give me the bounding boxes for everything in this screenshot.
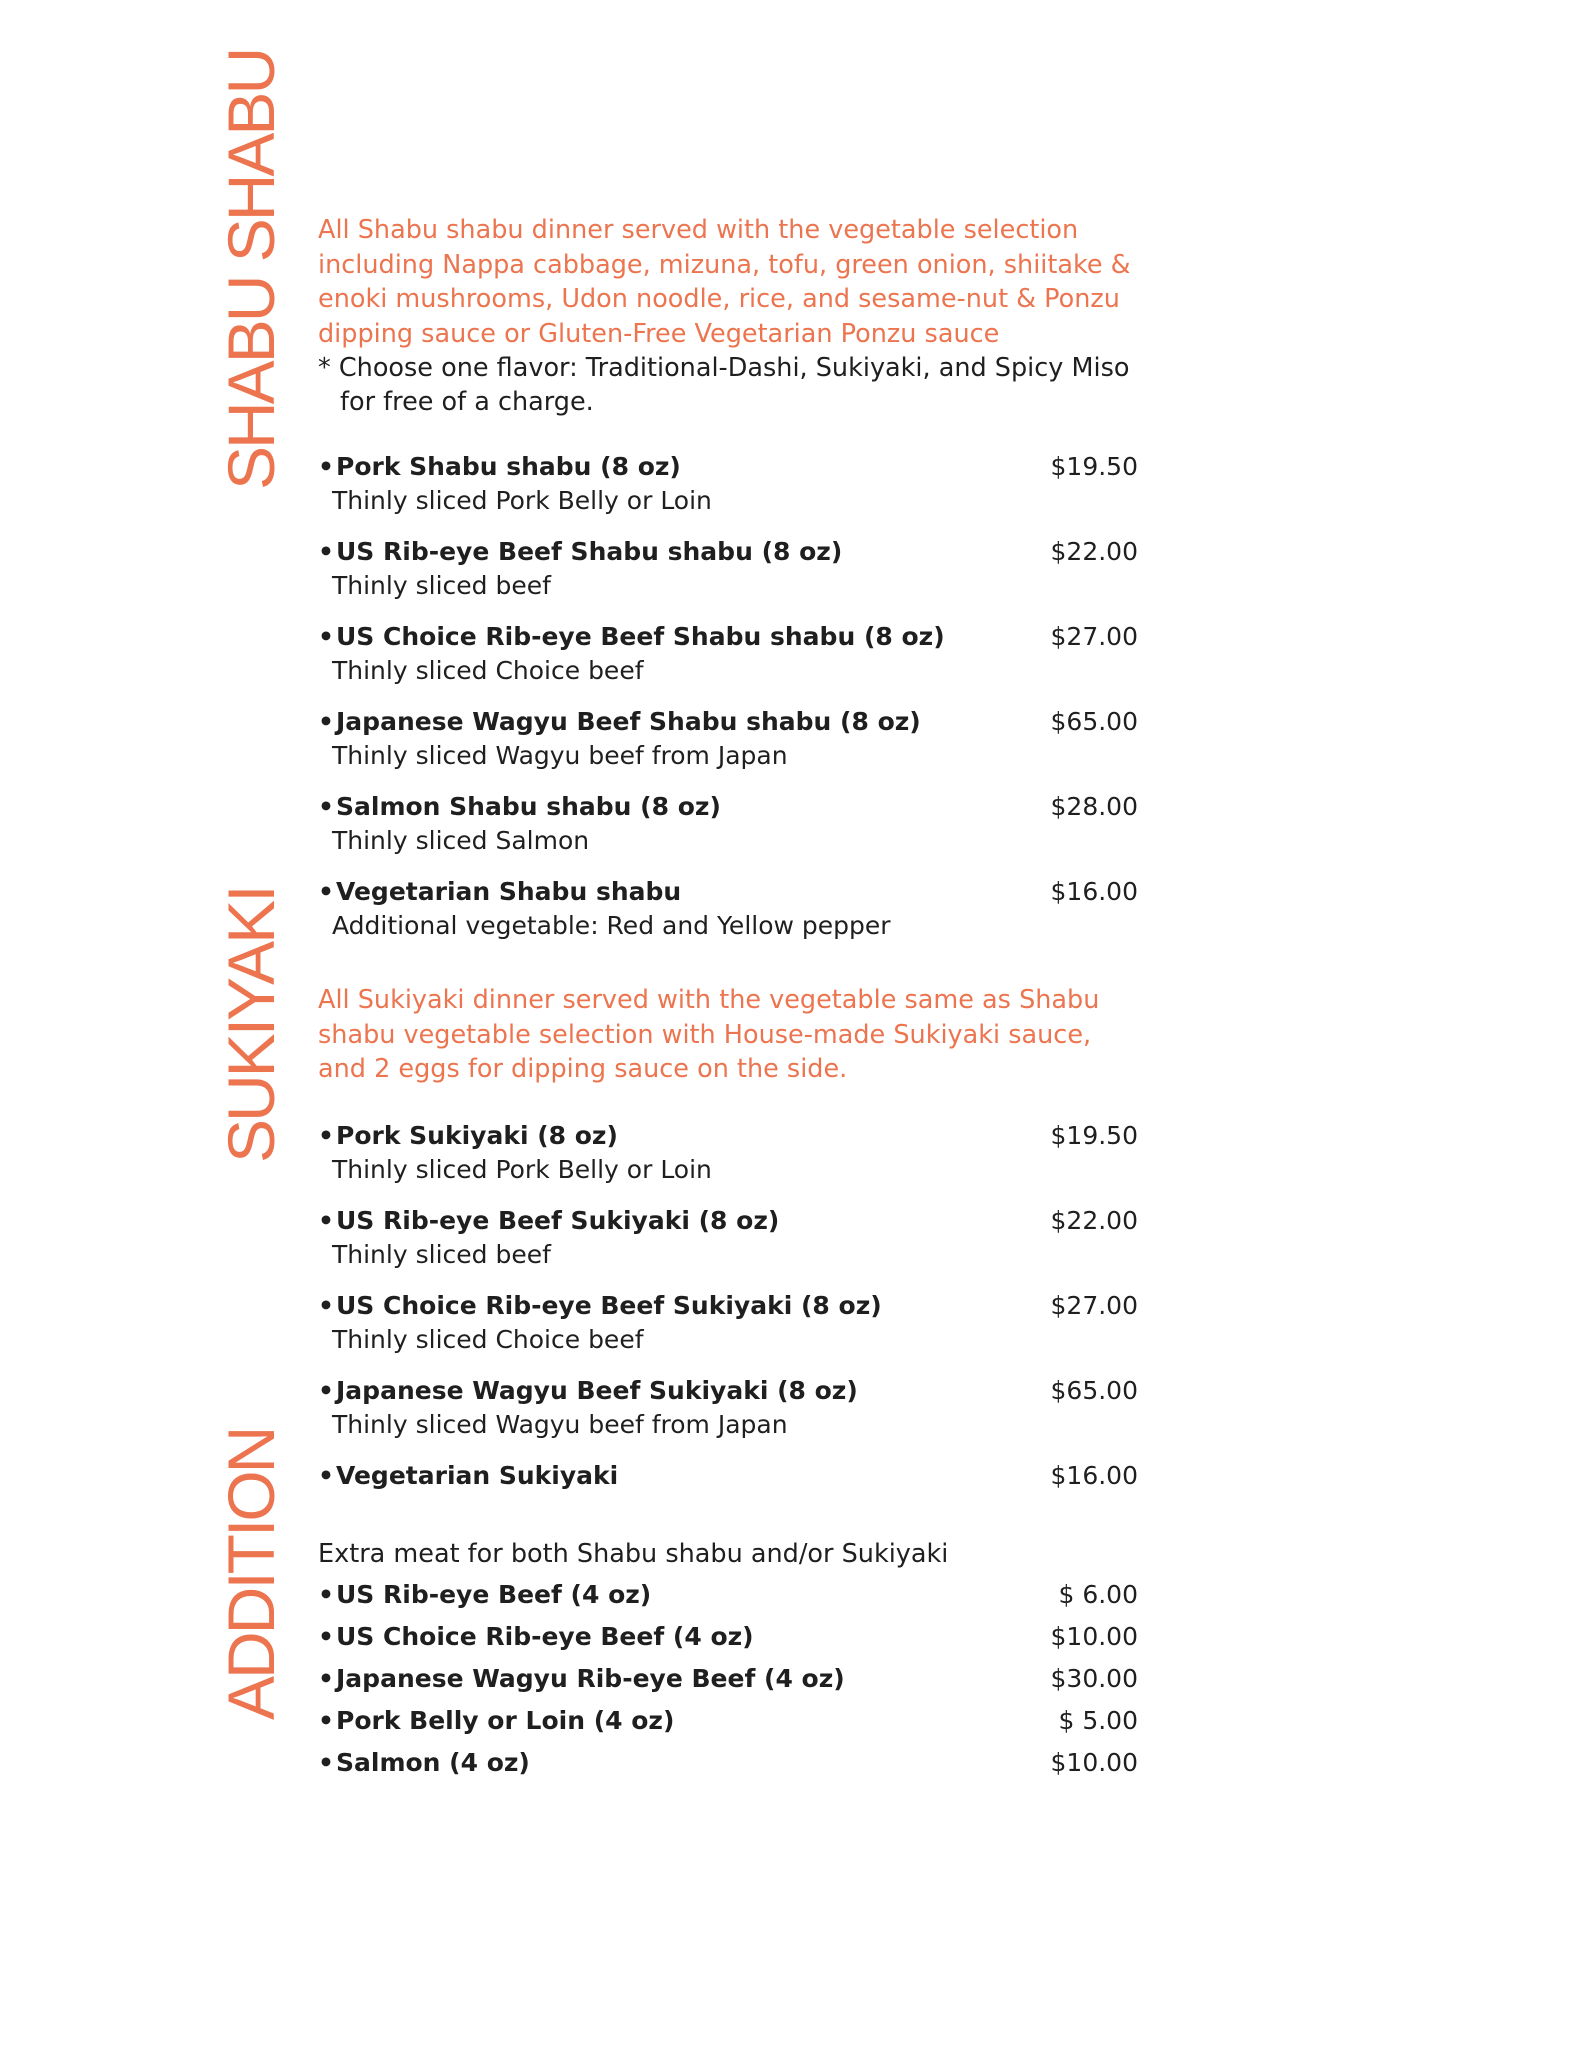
menu-item [318,1662,1138,1696]
item-name: Salmon Shabu shabu (8 oz) [336,792,721,821]
bullet: • [318,1290,334,1320]
item-name: US Rib-eye Beef (4 oz) [336,1580,652,1609]
item-price: $65.00 [1050,1375,1138,1405]
addition-intro: Extra meat for both Shabu shabu and/or Sukiyaki [318,1539,949,1569]
menu-item [318,1578,1138,1612]
item-name: Japanese Wagyu Beef Shabu shabu (8 oz) [336,707,921,736]
item-price: $19.50 [1050,1120,1138,1150]
bullet: • [318,1706,334,1735]
menu-item [318,875,1138,943]
bullet: • [318,1375,334,1405]
menu-item [318,535,1138,603]
section-label-sukiyaki: SUKIYAKI [214,887,288,1163]
item-description: Thinly sliced Wagyu beef from Japan [332,741,788,770]
item-name: US Choice Rib-eye Beef Shabu shabu (8 oz) [336,622,945,651]
menu-item [318,790,1138,858]
bullet: • [318,452,334,481]
menu-item [318,1746,1138,1780]
menu-item [318,1374,1138,1442]
item-name: US Rib-eye Beef Shabu shabu (8 oz) [336,537,843,566]
bullet: • [318,622,334,651]
item-price: $ 5.00 [1058,1706,1138,1735]
bullet: • [318,1205,334,1235]
item-price: $10.00 [1050,1748,1138,1777]
item-price: $22.00 [1050,537,1138,566]
item-name: Pork Shabu shabu (8 oz) [336,452,681,481]
item-price: $ 6.00 [1058,1580,1138,1609]
section-label-addition: ADDITION [214,1428,288,1720]
item-price: $22.00 [1050,1205,1138,1235]
shabu-flavor-note: * Choose one flavor: Traditional-Dashi, Sukiyaki, and Spicy Miso for free of a charge. [318,353,1130,417]
bullet: • [318,1120,334,1150]
item-name: Salmon (4 oz) [336,1748,530,1777]
menu-item [318,1289,1138,1357]
sukiyaki-menu-list [318,1119,1138,1493]
bullet: • [318,1460,334,1490]
item-name: Japanese Wagyu Rib-eye Beef (4 oz) [336,1664,845,1693]
item-name: Japanese Wagyu Beef Sukiyaki (8 oz) [336,1375,858,1405]
menu-item [318,705,1138,773]
shabu-menu-list [318,450,1138,943]
item-description: Thinly sliced Choice beef [332,1324,644,1354]
bullet: • [318,537,334,566]
item-description: Additional vegetable: Red and Yellow pepper [332,911,891,940]
item-name: US Choice Rib-eye Beef Sukiyaki (8 oz) [336,1290,882,1320]
bullet: • [318,792,334,821]
item-price: $65.00 [1050,707,1138,736]
item-name: US Rib-eye Beef Sukiyaki (8 oz) [336,1205,780,1235]
bullet: • [318,1622,334,1651]
bullet: • [318,1748,334,1777]
item-price: $27.00 [1050,1290,1138,1320]
item-price: $16.00 [1050,1460,1138,1490]
item-price: $16.00 [1050,877,1138,906]
item-description: Thinly sliced beef [332,571,551,600]
item-description: Thinly sliced Pork Belly or Loin [332,486,712,515]
item-name: Vegetarian Shabu shabu [336,877,682,906]
item-price: $30.00 [1050,1664,1138,1693]
item-price: $19.50 [1050,452,1138,481]
shabu-intro: All Shabu shabu dinner served with the vegetable selection including Nappa cabbage, mizuna, tofu, green onion, shiitake & enoki mushrooms, Udon noodle, rice, and sesame-nut & Ponzu dipping sauce or Gluten-Free Vegetarian Ponzu sauce [318,215,1131,349]
item-description: Thinly sliced Pork Belly or Loin [332,1154,712,1184]
item-description: Thinly sliced Wagyu beef from Japan [332,1409,788,1439]
menu-item [318,450,1138,518]
item-description: Thinly sliced Choice beef [332,656,644,685]
addition-menu-list [318,1578,1138,1780]
item-description: Thinly sliced beef [332,1239,551,1269]
item-price: $28.00 [1050,792,1138,821]
menu-item [318,1704,1138,1738]
addition-content [318,1537,1138,1788]
menu-item [318,1620,1138,1654]
item-name: Pork Belly or Loin (4 oz) [336,1706,675,1735]
menu-item [318,1459,1138,1493]
bullet: • [318,877,334,906]
section-label-shabu-shabu: SHABU SHABU [214,49,288,490]
shabu-content [318,213,1138,960]
item-price: $10.00 [1050,1622,1138,1651]
menu-item [318,1204,1138,1272]
item-description: Thinly sliced Salmon [332,826,590,855]
bullet: • [318,1580,334,1609]
bullet: • [318,707,334,736]
menu-item [318,1119,1138,1187]
menu-item [318,620,1138,688]
bullet: • [318,1664,334,1693]
item-name: US Choice Rib-eye Beef (4 oz) [336,1622,754,1651]
item-price: $27.00 [1050,622,1138,651]
item-name: Vegetarian Sukiyaki [336,1460,619,1490]
item-name: Pork Sukiyaki (8 oz) [336,1120,618,1150]
sukiyaki-content [318,983,1138,1510]
sukiyaki-intro: All Sukiyaki dinner served with the vegetable same as Shabu shabu vegetable selection with House-made Sukiyaki sauce, and 2 eggs for dipping sauce on the side. [318,985,1100,1084]
